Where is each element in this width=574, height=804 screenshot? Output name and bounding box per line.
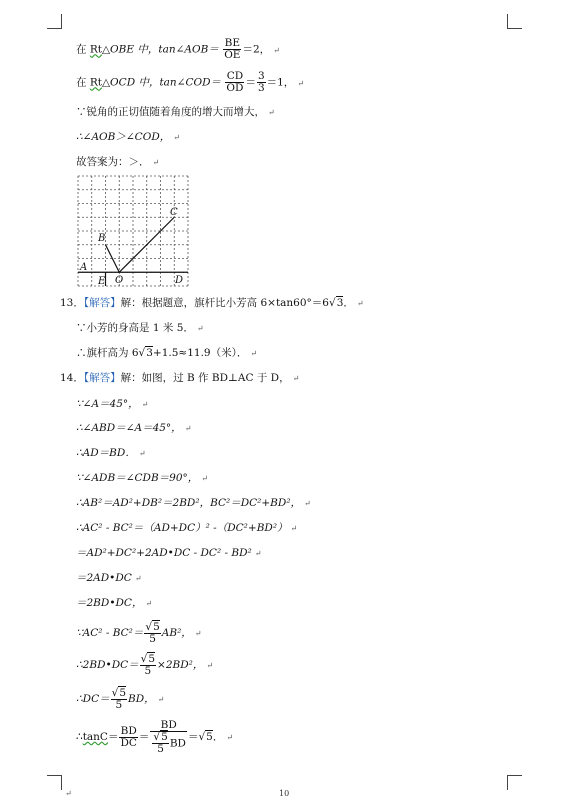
text: ．: [212, 731, 224, 743]
q14-step-sqrt5-bd: [76, 650, 213, 681]
crop-mark-top-right: [507, 14, 522, 29]
paragraph-mark: ↵: [184, 424, 192, 433]
radicand: 3: [336, 297, 344, 309]
text: ＝AD²+DC²+2AD•DC - DC² - BD²: [76, 547, 252, 559]
q14-step: [76, 446, 146, 461]
sqrt-sign: √: [153, 730, 161, 743]
text: ＝: [187, 731, 199, 743]
text: ＝2，: [242, 43, 271, 56]
fraction-bd-over-sqrt5bd: [150, 720, 187, 755]
paragraph-mark: ↵: [273, 45, 280, 55]
paragraph-mark: ↵: [196, 324, 204, 333]
numerator: BD: [150, 720, 187, 732]
label-o: O: [115, 275, 124, 286]
paragraph-mark: ↵: [201, 474, 208, 483]
denominator: 5: [144, 664, 152, 677]
crop-mark-top-left: [47, 14, 62, 29]
line-angle-compare: [76, 130, 180, 145]
text-tanc: tanC: [82, 731, 108, 743]
answer-tag: 【解答】: [83, 372, 121, 384]
paragraph-mark: ↵: [297, 78, 305, 88]
crop-mark-bottom-left: [47, 775, 62, 790]
text: ∴: [76, 731, 83, 743]
paragraph-mark: ↵: [290, 524, 298, 533]
fraction-bd-dc: [119, 726, 137, 749]
paragraph-mark: ↵: [152, 158, 160, 167]
text: ∵∠ADB＝∠CDB＝90°，: [76, 472, 199, 484]
fraction-sqrt5-5: [152, 732, 168, 755]
paragraph-mark: ↵: [206, 661, 214, 670]
fraction-sqrt5-5: [111, 688, 127, 711]
radicand: 5: [161, 730, 168, 743]
label-d: D: [175, 275, 184, 286]
paragraph-mark: ↵: [292, 374, 300, 383]
text: BD: [169, 737, 186, 749]
fraction-cd-od: [225, 71, 244, 94]
q14-step: [76, 521, 297, 536]
q14-step: [76, 596, 152, 611]
text: ∴DC＝: [76, 693, 110, 705]
label-c: C: [170, 207, 178, 218]
paragraph-mark: ↵: [194, 629, 202, 638]
text: 解：如图，过 B 作 BD⊥AC 于 D，: [120, 372, 290, 384]
denominator: 5: [157, 742, 164, 755]
text: 故答案为：＞．: [76, 156, 150, 168]
numerator: BE: [224, 37, 241, 49]
answer-tag: 【解答】: [83, 297, 121, 309]
denominator: 3: [257, 82, 265, 94]
question-number: 13．: [60, 297, 84, 309]
line-tangent-increase: [76, 105, 275, 120]
q14-step: [76, 496, 311, 511]
text: ＝2AD•DC: [76, 572, 132, 584]
q13-line2: [76, 321, 204, 336]
crop-mark-bottom-right: [507, 775, 522, 790]
text: ∵AC² - BC²＝: [76, 627, 144, 639]
denominator: OD: [226, 82, 244, 94]
paragraph-mark: ↵: [134, 574, 142, 583]
radicand: 5: [148, 652, 156, 665]
text: ＝: [138, 731, 150, 743]
radicand: 5: [153, 620, 160, 633]
sqrt-sign: √: [111, 686, 119, 699]
q14-step: [76, 421, 191, 436]
text: ∴2BD•DC＝: [76, 659, 139, 671]
text: ∴AB²＝AD²+DB²＝2BD²，BC²＝DC²+BD²，: [76, 497, 302, 509]
q13-line3: [76, 346, 257, 361]
text: ∴∠ABD＝∠A＝45°，: [76, 422, 182, 434]
sqrt-sign: √: [140, 652, 148, 665]
radicand: 5: [206, 731, 213, 743]
paragraph-mark: ↵: [145, 599, 153, 608]
text: ∴AD＝BD．: [76, 447, 136, 459]
text: ∴旗杆高为 6: [76, 347, 139, 359]
paragraph-mark: ↵: [173, 133, 180, 142]
fraction-3-3: [257, 71, 266, 94]
paragraph-mark: ↵: [138, 449, 146, 458]
text: ＝1，: [266, 76, 295, 89]
paragraph-mark: ↵: [304, 499, 311, 508]
paragraph-mark: ↵: [356, 299, 364, 308]
question-number: 14．: [60, 372, 84, 384]
text: △OBE 中，tan∠AOB＝: [101, 43, 219, 56]
label-b: B: [98, 233, 106, 244]
denominator: OE: [224, 49, 241, 61]
text: △OCD 中，tan∠COD＝: [101, 76, 222, 89]
sqrt-sign: √: [138, 347, 146, 359]
q14-step-sqrt5-ab: [76, 618, 202, 649]
paragraph-mark: ↵: [268, 108, 275, 117]
paragraph-mark: ↵: [250, 349, 258, 358]
label-e: E: [98, 276, 106, 287]
numerator: CD: [226, 70, 244, 82]
denominator: 5: [115, 698, 123, 711]
text: ∴AC² - BC²＝（AD+DC）² -（DC²+BD²）: [76, 522, 288, 534]
sqrt-sign: √: [145, 620, 153, 633]
text: ∵∠A＝45°，: [76, 398, 139, 410]
denominator: DC: [120, 736, 137, 749]
q14-step: [76, 471, 208, 486]
text: 解：根据题意，旗杆比小芳高 6×tan60°＝6: [120, 297, 329, 309]
text: ×2BD²，: [157, 659, 204, 671]
paragraph-mark: ↵: [141, 400, 149, 409]
radicand: 3: [146, 347, 153, 359]
text: ∵小芳的身高是 1 米 5．: [76, 322, 194, 334]
q14-step: [76, 571, 142, 586]
paragraph-mark: ↵: [157, 695, 165, 704]
text-rt: Rt: [89, 76, 102, 89]
q13-line1: [60, 296, 364, 311]
paragraph-mark: ↵: [226, 733, 234, 742]
text: ．: [343, 297, 354, 309]
line-tan-cod: [76, 71, 304, 94]
fraction-sqrt5-5: [140, 654, 156, 677]
text: BD，: [128, 693, 155, 705]
figure-segments: [78, 217, 188, 286]
text: ∵锐角的正切值随着角度的增大而增大，: [76, 106, 265, 118]
text-rt: Rt: [89, 43, 102, 56]
sqrt-sign: √: [328, 297, 336, 309]
grid-figure: [76, 174, 194, 290]
q14-step-tanc: [76, 716, 233, 759]
text: ＝2BD•DC，: [76, 597, 143, 609]
q14-step-dc: [76, 684, 164, 715]
label-a: A: [80, 262, 88, 273]
page-number: 10: [279, 789, 290, 798]
denominator: 5: [149, 632, 156, 645]
q14-line1: [60, 371, 299, 386]
radicand: 5: [119, 686, 127, 699]
q14-step: [76, 546, 261, 561]
numerator: 3: [257, 70, 265, 82]
text: ＝: [245, 76, 256, 89]
q14-step: [76, 397, 148, 412]
paragraph-mark: ↵: [254, 549, 262, 558]
fraction-sqrt5-5: [144, 622, 160, 645]
text: +1.5≈11.9（米）．: [152, 347, 248, 359]
line-tan-aob: [76, 38, 280, 61]
text: 在: [76, 43, 90, 56]
line-answer: [76, 155, 159, 170]
sqrt-sign: √: [198, 731, 206, 743]
text: ＝: [107, 731, 119, 743]
dashed-grid: [78, 176, 188, 286]
text: 在: [76, 76, 90, 89]
text: ∴∠AOB＞∠COD，: [76, 131, 171, 143]
numerator: BD: [120, 724, 137, 737]
text: AB²，: [161, 627, 192, 639]
paragraph-mark-footer: ↵: [65, 789, 72, 798]
fraction-be-oe: [223, 38, 241, 61]
